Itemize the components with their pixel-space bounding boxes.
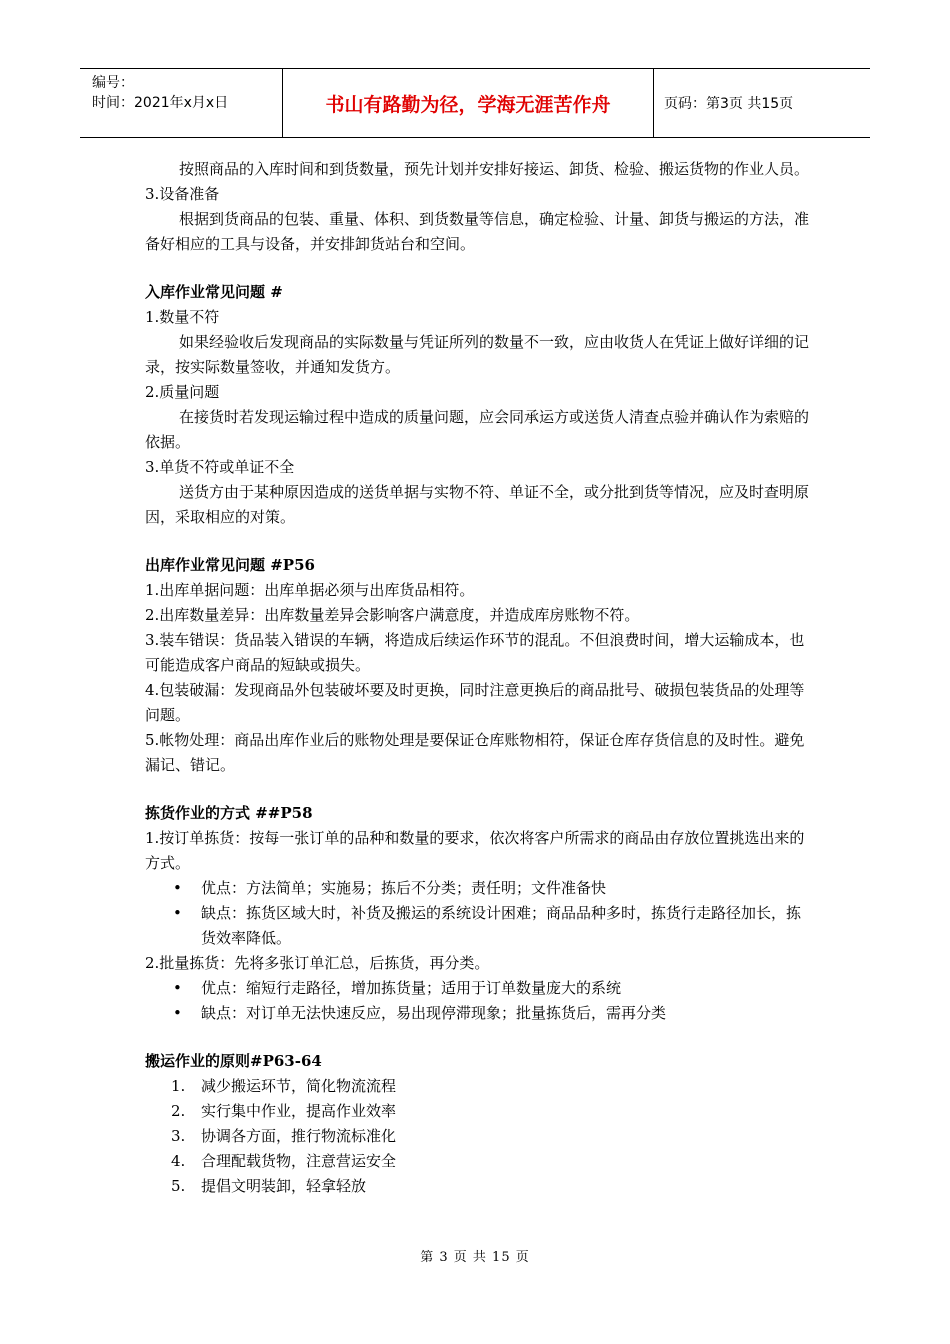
- serial-label: 编号：: [92, 75, 134, 91]
- handling-section-title: 搬运作业的原则#P63-64: [145, 1052, 322, 1070]
- bullet-icon: •: [173, 1004, 182, 1022]
- handling-item: [145, 1174, 813, 1199]
- motto: 书山有路勤为径，学海无涯苦作舟: [325, 93, 611, 116]
- picking-method-2: 2.批量拣货：先将多张订单汇总，后拣货，再分类。: [145, 954, 490, 972]
- page-footer: 第 3 页 共 15 页: [420, 1250, 530, 1265]
- page-header: [80, 68, 870, 138]
- outbound-item: 4.包装破漏：发现商品外包装破坏要及时更换，同时注意更换后的商品批号、破损包装货品的处理等问题。: [145, 681, 805, 724]
- header-motto-cell: [282, 69, 654, 137]
- handling-item: [145, 1149, 813, 1174]
- picking-method-1: 1.按订单拣货：按每一张订单的品种和数量的要求，依次将客户所需求的商品由存放位置挑选出来的方式。: [145, 829, 805, 872]
- intro-item-3-title: 3.设备准备: [145, 185, 220, 203]
- header-page-info: 页码：第3页 共15页: [664, 96, 794, 112]
- inbound-item-2-text: 在接货时若发现运输过程中造成的质量问题，应会同承运方或送货人清查点验并确认作为索赔的依据。: [145, 408, 810, 451]
- handling-item-number: 5.: [171, 1177, 186, 1195]
- bullet-item: [145, 901, 813, 951]
- bullet-icon: •: [173, 979, 182, 997]
- handling-item-text: 合理配载货物，注意营运安全: [201, 1152, 397, 1170]
- inbound-item-1-title: 1.数量不符: [145, 308, 220, 326]
- handling-item: [145, 1099, 813, 1124]
- inbound-item-1-text: 如果经验收后发现商品的实际数量与凭证所列的数量不一致，应由收货人在凭证上做好详细的记录，按实际数量签收，并通知发货方。: [145, 333, 810, 376]
- handling-item-text: 协调各方面，推行物流标准化: [201, 1127, 397, 1145]
- outbound-item: 3.装车错误：货品装入错误的车辆，将造成后续运作环节的混乱。不但浪费时间，增大运输成本，也可能造成客户商品的短缺或损失。: [145, 631, 805, 674]
- intro-paragraph-2: 根据到货商品的包装、重量、体积、到货数量等信息，确定检验、计量、卸货与搬运的方法，准备好相应的工具与设备，并安排卸货站台和空间。: [145, 210, 810, 253]
- inbound-section-title: 入库作业常见问题 #: [145, 283, 283, 301]
- picking-method-2-cons: 缺点：对订单无法快速反应，易出现停滞现象；批量拣货后，需再分类: [201, 1004, 667, 1022]
- picking-section-title: 拣货作业的方式 ##P58: [145, 804, 313, 822]
- picking-method-1-pros: 优点：方法简单；实施易；拣后不分类；责任明；文件准备快: [201, 879, 607, 897]
- document-body: [145, 157, 813, 1199]
- bullet-icon: •: [173, 879, 182, 897]
- handling-item: [145, 1124, 813, 1149]
- bullet-icon: •: [173, 904, 182, 922]
- inbound-item-3-text: 送货方由于某种原因造成的送货单据与实物不符、单证不全，或分批到货等情况，应及时查明原因，采取相应的对策。: [145, 483, 810, 526]
- picking-method-1-cons: 缺点：拣货区域大时，补货及搬运的系统设计困难；商品品种多时，拣货行走路径加长，拣货效率降低。: [201, 904, 802, 947]
- time-label: 时间：2021年x月x日: [92, 95, 229, 111]
- header-meta: [80, 69, 282, 137]
- picking-method-2-pros: 优点：缩短行走路径，增加拣货量；适用于订单数量庞大的系统: [201, 979, 622, 997]
- inbound-item-3-title: 3.单货不符或单证不全: [145, 458, 295, 476]
- handling-item-text: 减少搬运环节，简化物流流程: [201, 1077, 397, 1095]
- outbound-item: 2.出库数量差异：出库数量差异会影响客户满意度，并造成库房账物不符。: [145, 606, 640, 624]
- handling-item: [145, 1074, 813, 1099]
- intro-paragraph-1: 按照商品的入库时间和到货数量，预先计划并安排好接运、卸货、检验、搬运货物的作业人员。: [179, 160, 810, 178]
- handling-item-text: 实行集中作业，提高作业效率: [201, 1102, 397, 1120]
- outbound-section-title: 出库作业常见问题 #P56: [145, 556, 315, 574]
- bullet-item: [145, 876, 813, 901]
- outbound-item: 1.出库单据问题：出库单据必须与出库货品相符。: [145, 581, 475, 599]
- bullet-item: [145, 1001, 813, 1026]
- bullet-item: [145, 976, 813, 1001]
- handling-item-number: 1.: [171, 1077, 186, 1095]
- handling-item-number: 3.: [171, 1127, 186, 1145]
- handling-item-text: 提倡文明装卸，轻拿轻放: [201, 1177, 367, 1195]
- inbound-item-2-title: 2.质量问题: [145, 383, 220, 401]
- outbound-item: 5.帐物处理：商品出库作业后的账物处理是要保证仓库账物相符，保证仓库存货信息的及时性。避免漏记、错记。: [145, 731, 805, 774]
- handling-item-number: 4.: [171, 1152, 186, 1170]
- handling-item-number: 2.: [171, 1102, 186, 1120]
